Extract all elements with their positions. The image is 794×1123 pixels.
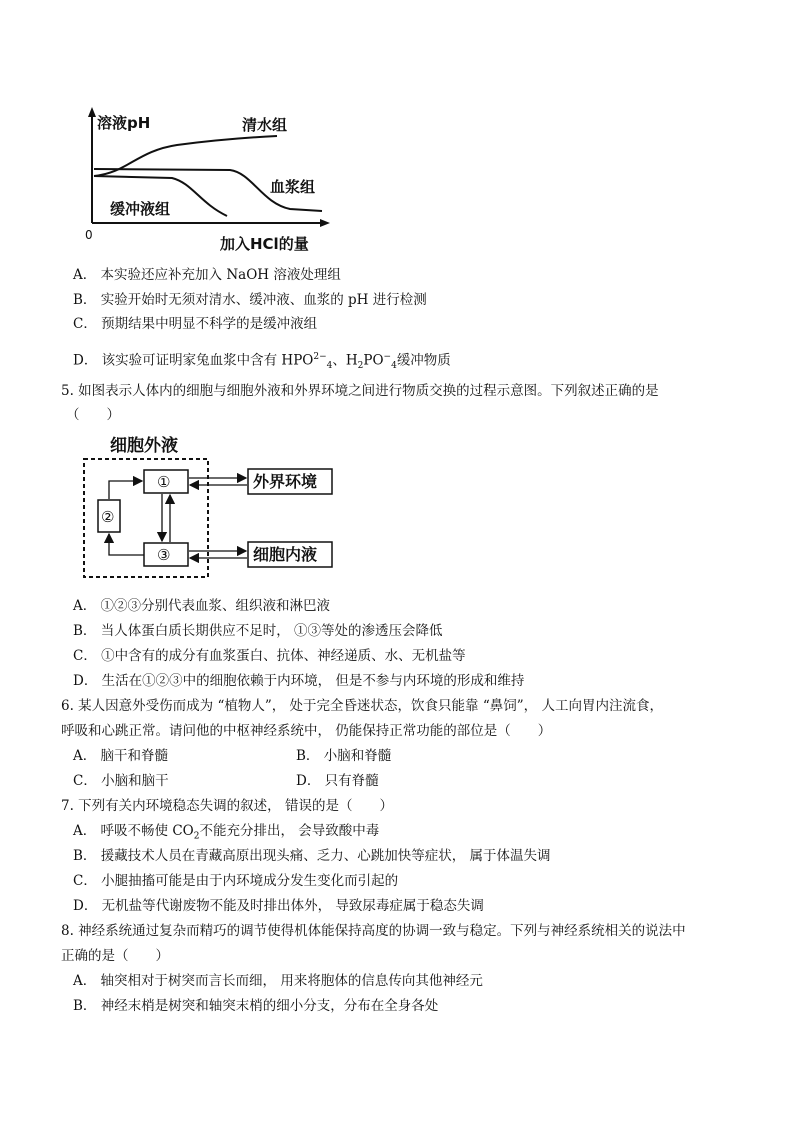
q4-option-d: D． 该实验可证明家兔血浆中含有 $HPO^{2-}_4$、$H_2PO^-_4$缓冲物质	[73, 352, 451, 372]
q8-stem-line1: 8. 神经系统通过复杂而精巧的调节使得机体能保持高度的协调一致与稳定。下列与神经系统相关的说法中	[61, 923, 686, 939]
q5-option-c: C． ①中含有的成分有血浆蛋白、抗体、神经递质、水、无机盐等	[73, 648, 466, 664]
q7-option-b: B． 援藏技术人员在青藏高原出现头痛、乏力、心跳加快等症状， 属于体温失调	[73, 848, 551, 864]
q6-option-a: A． 脑干和脊髓	[73, 748, 169, 764]
q4-option-b: B． 实验开始时无须对清水、缓冲液、血浆的 pH 进行检测	[73, 292, 427, 308]
q5-option-b: B． 当人体蛋白质长期供应不足时， ①③等处的渗透压会降低	[73, 623, 443, 639]
q5-stem-line1: 5. 如图表示人体内的细胞与细胞外液和外界环境之间进行物质交换的过程示意图。下列叙述正确的是	[61, 383, 659, 399]
intracellular-label: 细胞内液	[253, 545, 318, 564]
arrow-3-to-2	[109, 534, 144, 555]
q8-option-b: B． 神经末梢是树突和轴突末梢的细小分支，分布在全身各处	[73, 998, 439, 1014]
exchange-diagram	[82, 433, 344, 583]
series-label-buffer: 缓冲液组	[110, 200, 171, 218]
q6-option-c: C． 小脑和脑干	[73, 773, 169, 789]
outer-label: 细胞外液	[110, 436, 178, 456]
box-3-label: ③	[157, 546, 171, 564]
y-axis-arrow	[88, 107, 96, 117]
q7-option-c: C． 小腿抽搐可能是由于内环境成分发生变化而引起的	[73, 873, 399, 889]
x-axis-arrow	[320, 219, 330, 227]
series-label-plasma: 血浆组	[270, 178, 316, 196]
box-2-label: ②	[101, 508, 115, 526]
q6-stem-line1: 6. 某人因意外受伤而成为 “植物人”， 处于完全昏迷状态，饮食只能靠 “鼻饲”， 人工向胃内注流食，	[61, 698, 663, 714]
q7-stem: 7. 下列有关内环境稳态失调的叙述， 错误的是（ ）	[61, 798, 393, 814]
box-1-label: ①	[157, 473, 171, 491]
x-axis-label: 加入HCl的量	[220, 235, 309, 253]
q5-option-d: D． 生活在①②③中的细胞依赖于内环境， 但是不参与内环境的形成和维持	[73, 673, 525, 689]
q7-option-d: D． 无机盐等代谢废物不能及时排出体外， 导致尿毒症属于稳态失调	[73, 898, 484, 914]
q7-option-a: A． 呼吸不畅使 $CO_2$不能充分排出， 会导致酸中毒	[73, 823, 380, 842]
q8-option-a: A． 轴突相对于树突而言长而细， 用来将胞体的信息传向其他神经元	[73, 973, 483, 989]
q4-option-c: C． 预期结果中明显不科学的是缓冲液组	[73, 316, 318, 332]
arrow-2-to-1	[109, 481, 142, 499]
q5-stem-line2: （ ）	[66, 407, 120, 423]
q4-option-a: A． 本实验还应补充加入 NaOH 溶液处理组	[73, 267, 341, 283]
q6-stem-line2: 呼吸和心跳正常。请问他的中枢神经系统中， 仍能保持正常功能的部位是（ ）	[61, 723, 552, 739]
series-label-water: 清水组	[242, 116, 288, 134]
origin-label: 0	[85, 228, 93, 242]
q8-stem-line2: 正确的是（ ）	[61, 948, 169, 964]
q6-option-d: D． 只有脊髓	[296, 773, 379, 789]
q6-option-b: B． 小脑和脊髓	[296, 748, 392, 764]
external-env-label: 外界环境	[253, 472, 318, 491]
y-axis-label: 溶液pH	[97, 114, 151, 132]
ph-chart	[82, 103, 338, 253]
q5-option-a: A． ①②③分别代表血浆、组织液和淋巴液	[73, 598, 331, 614]
